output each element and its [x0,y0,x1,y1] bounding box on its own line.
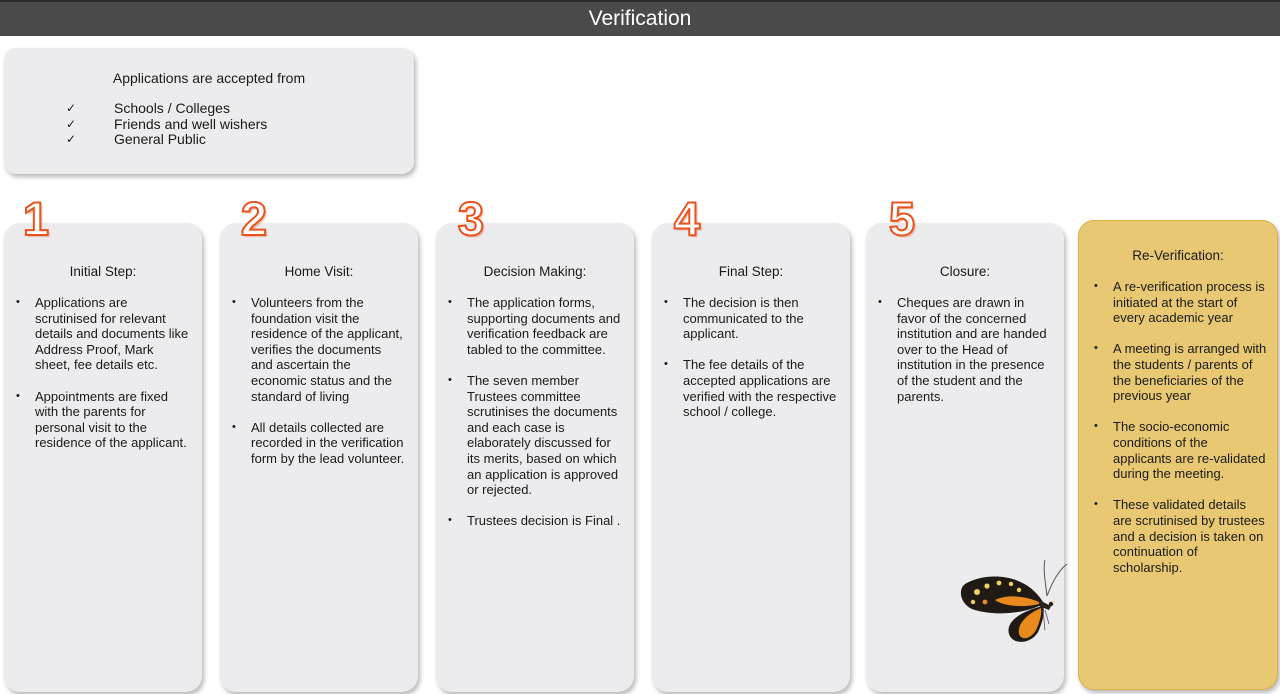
step-number: 3 [457,192,485,245]
source-label: General Public [114,131,206,148]
list-item [66,101,267,117]
step-number: 5 [888,192,916,245]
sources-list [66,101,267,148]
list-item: • A meeting is arranged with the students / parents of the beneficiaries of the previous year [1079,341,1267,403]
step-points [220,295,406,482]
list-item: • Appointments are fixed with the parents for personal visit to the residence of the applicant. [4,389,190,451]
list-item: • The decision is then communicated to the applicant. [652,295,838,342]
step-card-final-step [652,223,850,692]
list-item: • All details collected are recorded in the verification form by the lead volunteer. [220,420,406,467]
check-icon: ✓ [66,132,77,147]
list-item: • A re-verification process is initiated at the start of every academic year [1079,279,1267,326]
butterfly-image [955,558,1075,653]
step-heading: Final Step: [718,264,784,279]
step-points [436,295,622,545]
list-item [66,132,267,148]
reverification-card [1078,220,1278,690]
list-item: • Cheques are drawn in favor of the concerned institution and are handed over to the Head of institution in the presence of the student and the parents. [866,295,1052,404]
list-item: • The seven member Trustees committee scrutinises the documents and each case is elaborately discussed for its merits, based on which an application is approved or rejected. [436,373,622,498]
list-item: • The socio-economic conditions of the applicants are re-validated during the meeting. [1079,419,1267,481]
step-heading: Decision Making: [483,264,587,279]
application-sources-box [4,48,414,174]
source-label: Friends and well wishers [114,115,268,132]
step-number: 1 [22,192,50,245]
list-item: • The application forms, supporting documents and verification feedback are tabled to the committee. [436,295,622,357]
list-item: • The fee details of the accepted applications are verified with the respective school / college. [652,357,838,419]
step-points [866,295,1052,420]
step-heading: Initial Step: [69,264,137,279]
step-number: 2 [240,192,268,245]
list-item [66,117,267,133]
step-heading: Closure: [939,264,991,279]
check-icon: ✓ [66,101,77,115]
reverification-points [1079,279,1267,591]
step-number: 4 [673,192,701,245]
list-item: • Volunteers from the foundation visit the residence of the applicant, verifies the documents and ascertain the economic status and the standard of living [220,295,406,404]
reverification-heading: Re-Verification: [1132,248,1224,263]
title-bar [0,0,1280,36]
step-heading: Home Visit: [284,264,354,279]
step-points [652,295,838,435]
list-item: • Applications are scrutinised for relevant details and documents like Address Proof, Mark sheet, fee details etc. [4,295,190,373]
source-label: Schools / Colleges [114,100,230,116]
step-card-initial [4,223,202,692]
list-item: • These validated details are scrutinised by trustees and a decision is taken on continuation of scholarship. [1079,497,1267,575]
step-card-home-visit [220,223,418,692]
list-item: • Trustees decision is Final . [436,513,622,529]
step-card-decision-making [436,223,634,692]
sources-heading: Applications are accepted from [112,70,306,86]
step-points [4,295,190,467]
page-title: Verification [588,7,692,30]
check-icon: ✓ [66,116,77,131]
